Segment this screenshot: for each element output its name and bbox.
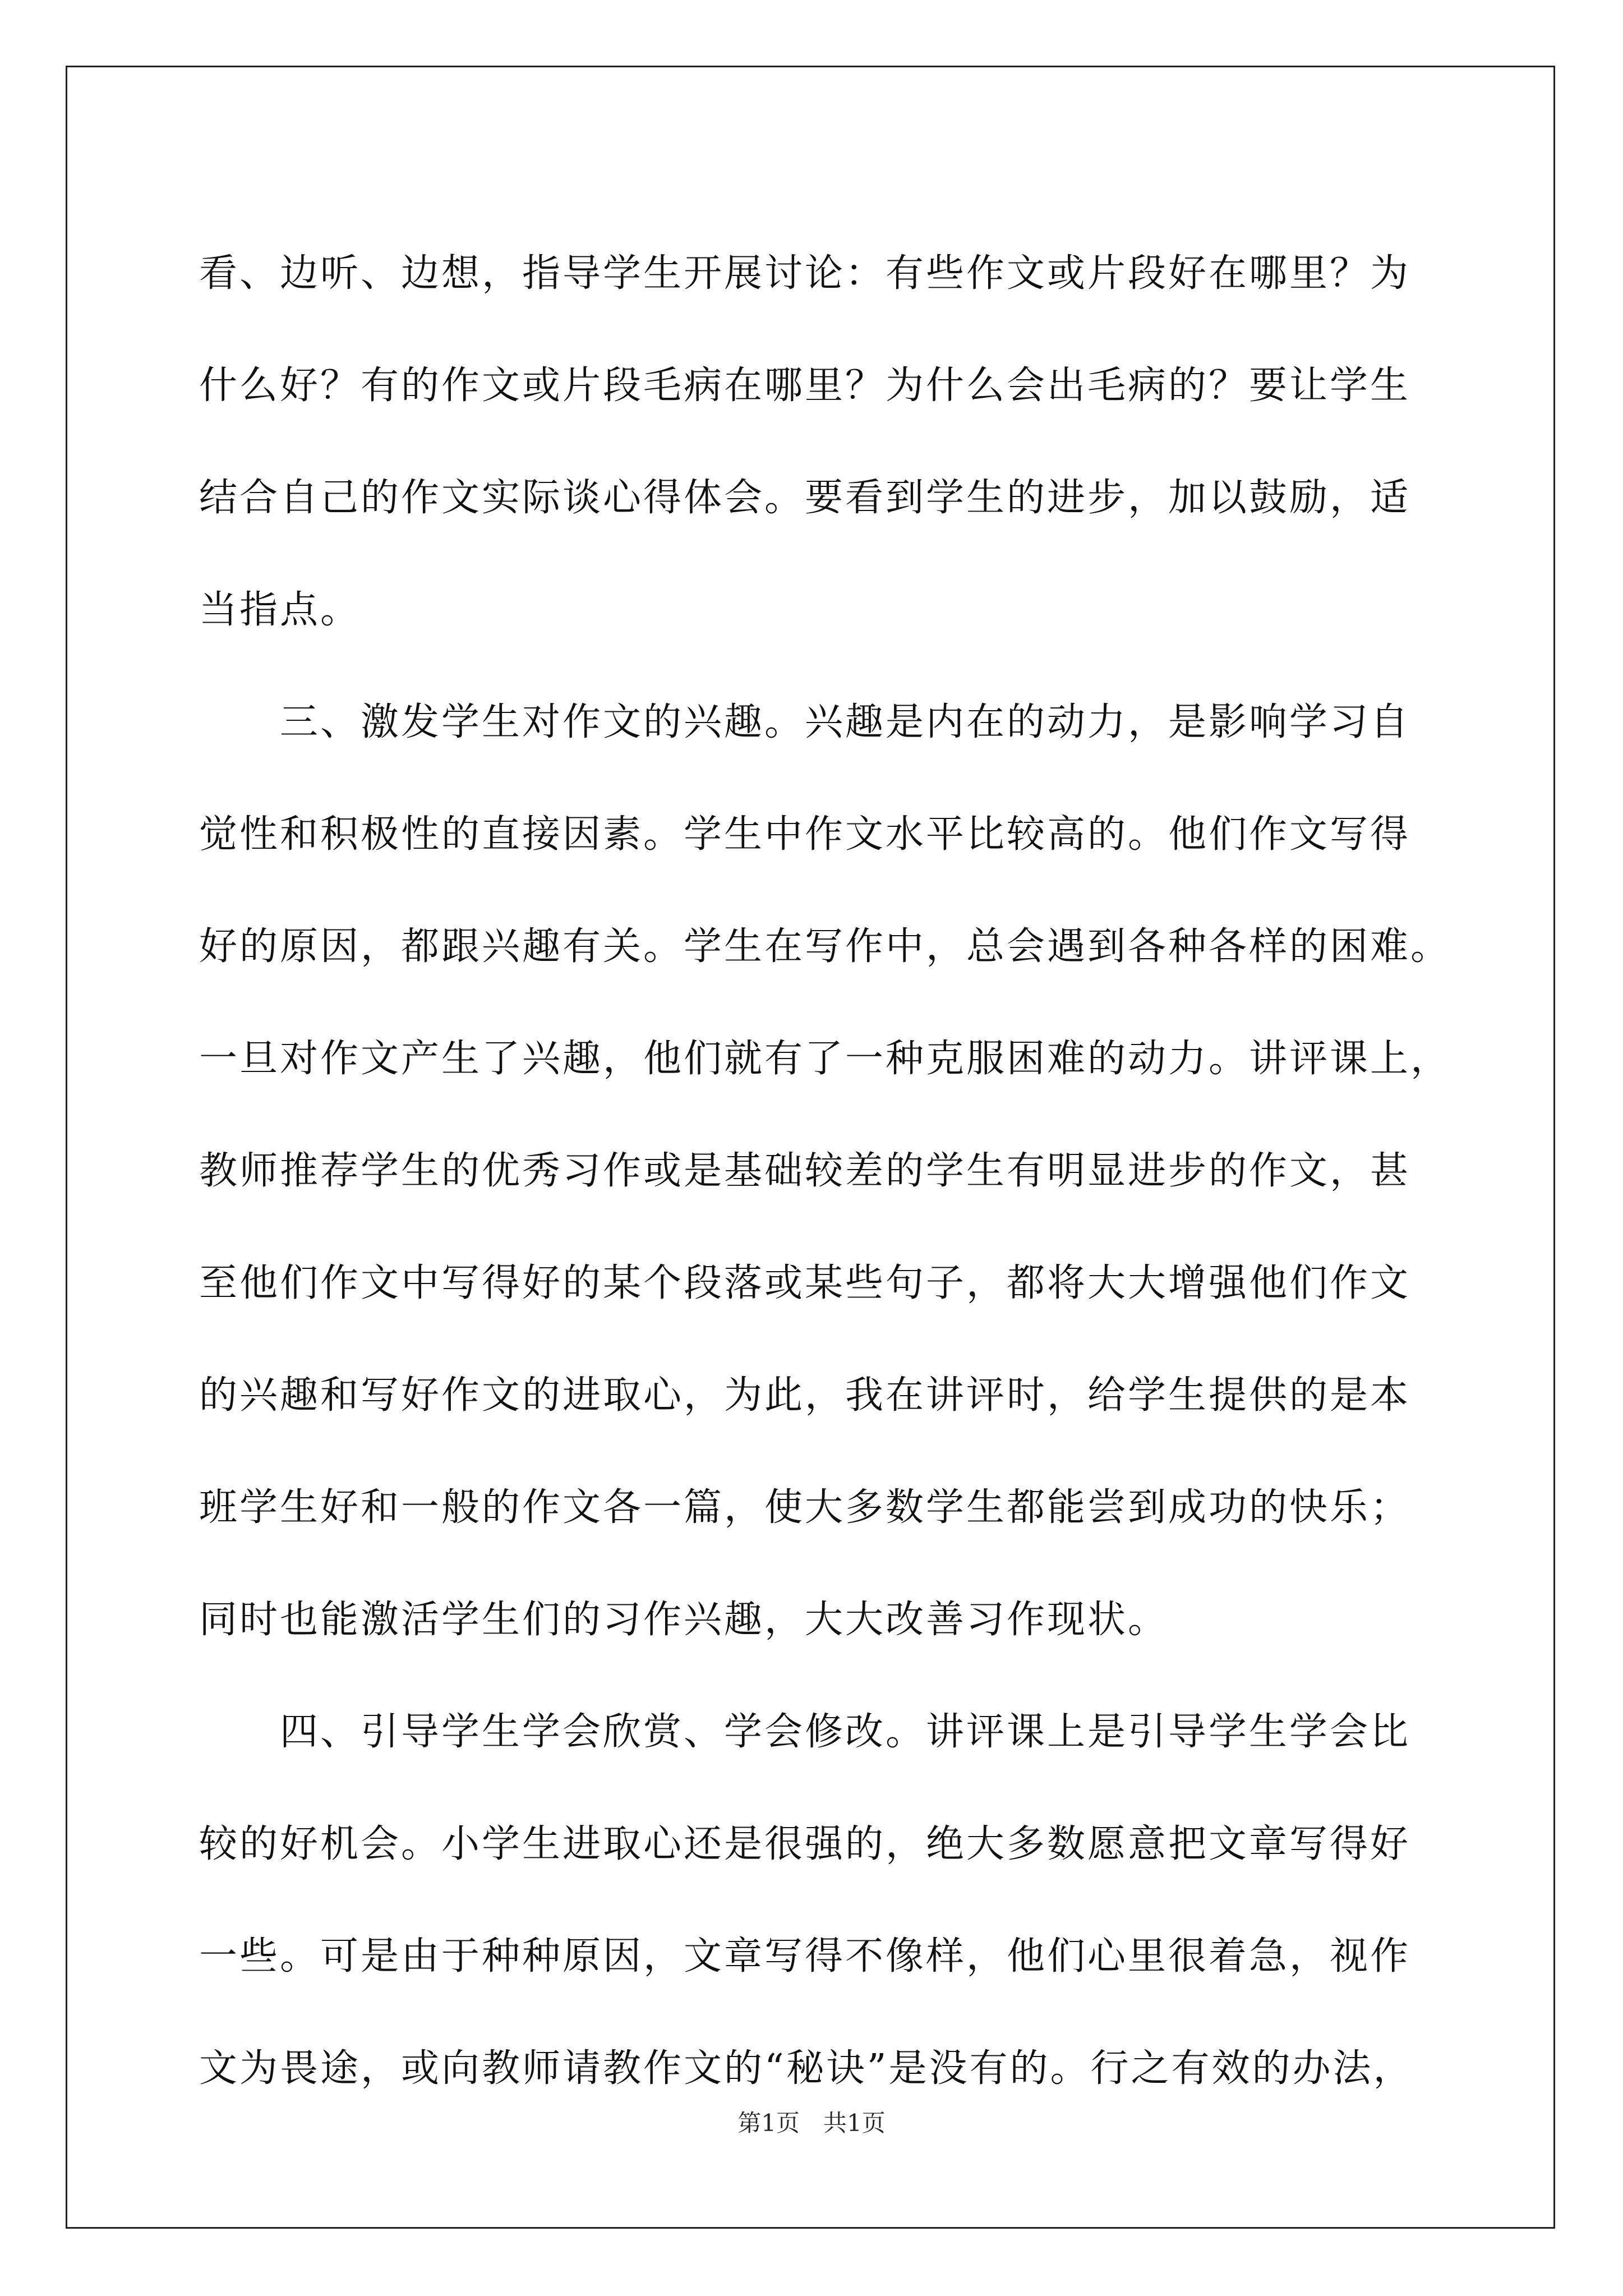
text-line-10: 至他们作文中写得好的某个段落或某些句子，都将大大增强他们作文: [199, 1261, 1411, 1305]
text-line-14: 四、引导学生学会欣赏、学会修改。讲评课上是引导学生学会比: [199, 1710, 1411, 1754]
text-line-5: 三、激发学生对作文的兴趣。兴趣是内在的动力，是影响学习自: [199, 700, 1411, 744]
text-line-13: 同时也能激活学生们的习作兴趣，大大改善习作现状。: [199, 1598, 1169, 1642]
text-line-16: 一些。可是由于种种原因，文章写得不像样，他们心里很着急，视作: [199, 1934, 1411, 1978]
text-line-4: 当指点。: [199, 588, 361, 632]
text-line-2: 什么好？有的作文或片段毛病在哪里？为什么会出毛病的？要让学生: [199, 364, 1411, 408]
text-line-1: 看、边听、边想，指导学生开展讨论：有些作文或片段好在哪里？为: [199, 251, 1411, 296]
text-line-7: 好的原因，都跟兴趣有关。学生在写作中，总会遇到各种各样的困难。: [199, 924, 1451, 969]
text-line-17: 文为畏途，或向教师请教作文的“秘诀”是没有的。行之有效的办法，: [199, 2046, 1414, 2091]
document-body: [199, 218, 1451, 2125]
text-line-11: 的兴趣和写好作文的进取心，为此，我在讲评时，给学生提供的是本: [199, 1373, 1411, 1418]
page-footer: 第1页 共1页: [737, 2109, 886, 2137]
text-line-9: 教师推荐学生的优秀习作或是基础较差的学生有明显进步的作文，甚: [199, 1149, 1411, 1193]
text-line-8: 一旦对作文产生了兴趣，他们就有了一种克服困难的动力。讲评课上，: [199, 1037, 1451, 1081]
text-line-15: 较的好机会。小学生进取心还是很强的，绝大多数愿意把文章写得好: [199, 1822, 1411, 1866]
text-line-12: 班学生好和一般的作文各一篇，使大多数学生都能尝到成功的快乐；: [199, 1485, 1411, 1530]
text-line-6: 觉性和积极性的直接因素。学生中作文水平比较高的。他们作文写得: [199, 812, 1411, 857]
text-line-3: 结合自己的作文实际谈心得体会。要看到学生的进步，加以鼓励，适: [199, 476, 1411, 520]
